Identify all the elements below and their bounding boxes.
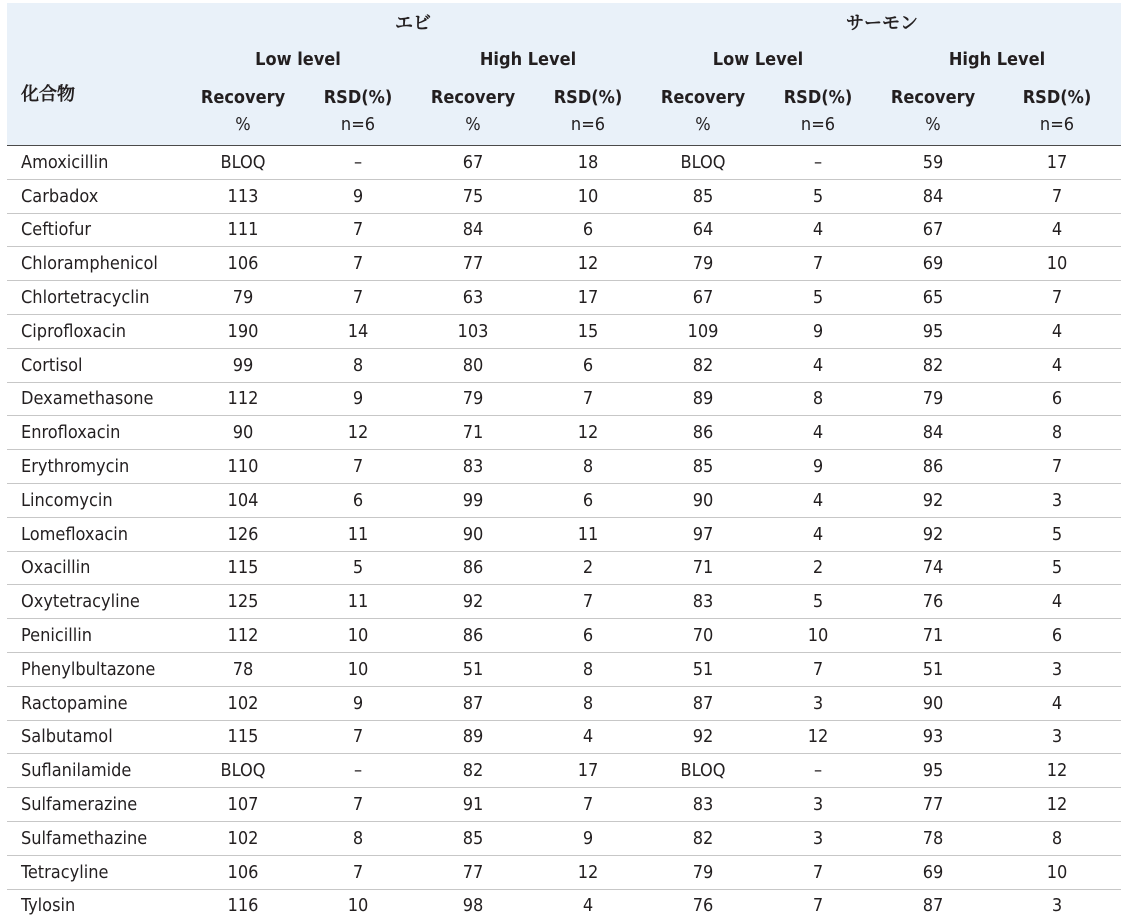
shrimp-low-rsd-cell: 12: [303, 416, 413, 450]
compound-name-cell: Oxytetracyline: [7, 585, 183, 619]
salmon-low-recovery-cell: 90: [643, 483, 763, 517]
shrimp-high-recovery-cell: 99: [413, 483, 533, 517]
shrimp-high-rsd-cell: 15: [533, 314, 643, 348]
salmon-high-recovery-cell: 90: [873, 686, 993, 720]
salmon-low-rsd-cell: 7: [763, 855, 873, 889]
salmon-low-rsd-cell: 5: [763, 179, 873, 213]
salmon-low-rsd-cell: 3: [763, 788, 873, 822]
table-row: [7, 585, 1121, 619]
compound-name-cell: Phenylbultazone: [7, 652, 183, 686]
salmon-low-rsd-cell: 7: [812, 895, 824, 917]
shrimp-low-recovery-cell: 107: [183, 788, 303, 822]
rsd-header: [993, 77, 1121, 146]
shrimp-low-recovery-cell: 112: [183, 619, 303, 653]
header-row-groups: [7, 3, 1121, 41]
shrimp-high-recovery-cell: 84: [413, 213, 533, 247]
shrimp-high-recovery-cell: 75: [413, 179, 533, 213]
rsd-label: RSD(%): [1022, 87, 1092, 108]
shrimp-high-recovery-cell: 85: [413, 821, 533, 855]
salmon-low-recovery-cell: BLOQ: [643, 754, 763, 788]
shrimp-high-rsd-cell: 4: [533, 720, 643, 754]
shrimp-high-rsd-cell: 18: [533, 146, 643, 180]
rsd-label: RSD(%): [553, 87, 623, 108]
salmon-high-rsd-cell: 8: [993, 821, 1121, 855]
shrimp-low-recovery-cell: 106: [183, 855, 303, 889]
level-header-shrimp-high: High Level: [479, 48, 577, 70]
salmon-high-rsd-cell: 4: [993, 348, 1121, 382]
shrimp-high-rsd-cell: 8: [533, 686, 643, 720]
recovery-label: Recovery: [200, 87, 286, 108]
shrimp-low-recovery-cell: 110: [183, 450, 303, 484]
salmon-high-recovery-cell: 67: [873, 213, 993, 247]
table-row: [7, 146, 1121, 180]
salmon-low-rsd-cell: 8: [763, 382, 873, 416]
compound-name-cell: Sulfamerazine: [7, 788, 183, 822]
recovery-header: [873, 77, 993, 146]
shrimp-low-recovery-cell: 116: [227, 895, 259, 917]
salmon-low-recovery-cell: 109: [643, 314, 763, 348]
shrimp-high-recovery-cell: 77: [413, 855, 533, 889]
salmon-high-rsd-cell: 4: [993, 585, 1121, 619]
shrimp-low-rsd-cell: 7: [303, 855, 413, 889]
salmon-low-recovery-cell: 79: [643, 247, 763, 281]
compound-name-cell: Lincomycin: [7, 483, 183, 517]
salmon-low-recovery-cell: 83: [643, 788, 763, 822]
salmon-high-rsd-cell: 4: [993, 213, 1121, 247]
salmon-high-rsd-cell: 12: [993, 788, 1121, 822]
shrimp-high-rsd-cell: 17: [533, 754, 643, 788]
salmon-low-rsd-cell: –: [763, 146, 873, 180]
shrimp-high-rsd-cell: 17: [533, 281, 643, 315]
salmon-high-recovery-cell: 92: [873, 517, 993, 551]
table-row: [7, 382, 1121, 416]
salmon-low-recovery-cell: 92: [643, 720, 763, 754]
rsd-label: RSD(%): [323, 87, 393, 108]
shrimp-high-rsd-cell: 12: [533, 416, 643, 450]
salmon-high-recovery-cell: 69: [873, 855, 993, 889]
salmon-low-rsd-cell: 9: [763, 450, 873, 484]
shrimp-low-rsd-cell: –: [303, 754, 413, 788]
salmon-low-recovery-cell: 85: [643, 179, 763, 213]
table-row: [7, 652, 1121, 686]
salmon-high-recovery-cell: 84: [873, 416, 993, 450]
shrimp-low-rsd-cell: 14: [303, 314, 413, 348]
recovery-rsd-table: [7, 3, 1121, 922]
shrimp-high-rsd-cell: 9: [533, 821, 643, 855]
shrimp-low-recovery-cell: 104: [183, 483, 303, 517]
salmon-low-rsd-cell: 7: [763, 247, 873, 281]
compound-column-header: 化合物: [21, 84, 75, 105]
salmon-high-rsd-cell: 4: [993, 686, 1121, 720]
shrimp-low-rsd-cell: 7: [303, 720, 413, 754]
salmon-high-recovery-cell: 87: [922, 895, 944, 917]
shrimp-low-recovery-cell: 90: [183, 416, 303, 450]
salmon-low-rsd-cell: 5: [763, 281, 873, 315]
shrimp-low-rsd-cell: 11: [303, 585, 413, 619]
salmon-high-rsd-cell: 6: [993, 382, 1121, 416]
shrimp-high-rsd-cell: 10: [533, 179, 643, 213]
shrimp-low-rsd-cell: 11: [303, 517, 413, 551]
compound-name-cell: Sulfamethazine: [7, 821, 183, 855]
compound-name-cell: Carbadox: [7, 179, 183, 213]
shrimp-high-recovery-cell: 82: [413, 754, 533, 788]
salmon-high-rsd-cell: 3: [993, 652, 1121, 686]
salmon-low-rsd-cell: 4: [763, 348, 873, 382]
salmon-low-recovery-cell: 64: [643, 213, 763, 247]
level-header-salmon-low: Low Level: [712, 48, 804, 70]
header-row-levels: [7, 41, 1121, 77]
shrimp-high-recovery-cell: 86: [413, 619, 533, 653]
salmon-low-rsd-cell: 3: [763, 821, 873, 855]
compound-name-cell: Enrofloxacin: [7, 416, 183, 450]
shrimp-low-recovery-cell: 190: [183, 314, 303, 348]
rsd-header: [533, 77, 643, 146]
shrimp-high-recovery-cell: 98: [462, 895, 484, 917]
table-row: [7, 416, 1121, 450]
compound-name-cell: Chloramphenicol: [7, 247, 183, 281]
shrimp-high-recovery-cell: 51: [413, 652, 533, 686]
salmon-low-recovery-cell: 89: [643, 382, 763, 416]
shrimp-high-recovery-cell: 87: [413, 686, 533, 720]
salmon-high-recovery-cell: 79: [873, 382, 993, 416]
salmon-high-recovery-cell: 95: [873, 314, 993, 348]
shrimp-high-rsd-cell: 4: [582, 895, 594, 917]
shrimp-high-rsd-cell: 8: [533, 450, 643, 484]
shrimp-low-recovery-cell: 126: [183, 517, 303, 551]
shrimp-low-rsd-cell: 9: [303, 382, 413, 416]
shrimp-high-recovery-cell: 89: [413, 720, 533, 754]
rsd-label: RSD(%): [783, 87, 853, 108]
shrimp-high-recovery-cell: 90: [413, 517, 533, 551]
compound-name-cell: Ciprofloxacin: [7, 314, 183, 348]
group-header-salmon: サーモン: [846, 13, 918, 34]
rsd-unit: n=6: [570, 114, 606, 135]
compound-name-cell: Ractopamine: [7, 686, 183, 720]
compound-name-cell: Salbutamol: [7, 720, 183, 754]
shrimp-low-recovery-cell: 115: [183, 720, 303, 754]
salmon-low-recovery-cell: 70: [643, 619, 763, 653]
salmon-low-rsd-cell: –: [763, 754, 873, 788]
salmon-low-recovery-cell: 51: [643, 652, 763, 686]
shrimp-low-recovery-cell: 113: [183, 179, 303, 213]
compound-name-cell: Erythromycin: [7, 450, 183, 484]
salmon-high-recovery-cell: 95: [873, 754, 993, 788]
table-row: [7, 855, 1121, 889]
shrimp-low-rsd-cell: 10: [303, 619, 413, 653]
compound-name-cell: Oxacillin: [7, 551, 183, 585]
salmon-low-rsd-cell: 10: [763, 619, 873, 653]
shrimp-high-recovery-cell: 67: [413, 146, 533, 180]
table-row: [7, 889, 1121, 922]
shrimp-low-rsd-cell: 7: [303, 281, 413, 315]
salmon-low-recovery-cell: 67: [643, 281, 763, 315]
table-row: [7, 720, 1121, 754]
shrimp-low-rsd-cell: 6: [303, 483, 413, 517]
table-row: [7, 551, 1121, 585]
salmon-high-recovery-cell: 92: [873, 483, 993, 517]
shrimp-high-rsd-cell: 6: [533, 483, 643, 517]
salmon-low-rsd-cell: 4: [763, 213, 873, 247]
compound-name-cell: Cortisol: [7, 348, 183, 382]
rsd-unit: n=6: [1039, 114, 1075, 135]
table-row: [7, 450, 1121, 484]
shrimp-low-rsd-cell: 7: [303, 450, 413, 484]
salmon-low-rsd-cell: 4: [763, 416, 873, 450]
shrimp-low-recovery-cell: 115: [183, 551, 303, 585]
table-row: [7, 686, 1121, 720]
salmon-high-rsd-cell: 3: [993, 483, 1121, 517]
salmon-high-rsd-cell: 7: [993, 450, 1121, 484]
table-row: [7, 754, 1121, 788]
table-row: [7, 517, 1121, 551]
table-row: [7, 179, 1121, 213]
salmon-high-rsd-cell: 3: [1051, 895, 1063, 917]
salmon-low-rsd-cell: 4: [763, 517, 873, 551]
salmon-low-rsd-cell: 5: [763, 585, 873, 619]
shrimp-high-recovery-cell: 77: [413, 247, 533, 281]
shrimp-low-rsd-cell: –: [303, 146, 413, 180]
salmon-high-rsd-cell: 6: [993, 619, 1121, 653]
salmon-low-recovery-cell: 83: [643, 585, 763, 619]
salmon-low-recovery-cell: 87: [643, 686, 763, 720]
shrimp-high-rsd-cell: 6: [533, 619, 643, 653]
shrimp-high-recovery-cell: 91: [413, 788, 533, 822]
shrimp-high-rsd-cell: 7: [533, 382, 643, 416]
salmon-high-recovery-cell: 77: [873, 788, 993, 822]
shrimp-high-rsd-cell: 7: [533, 788, 643, 822]
compound-name-cell: Suflanilamide: [7, 754, 183, 788]
compound-name-cell: Dexamethasone: [7, 382, 183, 416]
recovery-unit: %: [465, 114, 481, 135]
rsd-header: [763, 77, 873, 146]
salmon-high-recovery-cell: 93: [873, 720, 993, 754]
shrimp-high-recovery-cell: 83: [413, 450, 533, 484]
header-blank-cell: [7, 3, 183, 41]
table-row: [7, 213, 1121, 247]
salmon-high-rsd-cell: 7: [993, 281, 1121, 315]
salmon-low-rsd-cell: 7: [763, 652, 873, 686]
recovery-unit: %: [235, 114, 251, 135]
table-row: [7, 619, 1121, 653]
shrimp-low-recovery-cell: 78: [183, 652, 303, 686]
salmon-high-recovery-cell: 86: [873, 450, 993, 484]
shrimp-high-recovery-cell: 92: [413, 585, 533, 619]
salmon-high-rsd-cell: 17: [993, 146, 1121, 180]
recovery-unit: %: [925, 114, 941, 135]
shrimp-high-rsd-cell: 6: [533, 213, 643, 247]
shrimp-high-recovery-cell: 63: [413, 281, 533, 315]
recovery-label: Recovery: [890, 87, 976, 108]
recovery-label: Recovery: [660, 87, 746, 108]
recovery-header: [413, 77, 533, 146]
salmon-high-rsd-cell: 4: [993, 314, 1121, 348]
salmon-low-rsd-cell: 9: [763, 314, 873, 348]
rsd-header: [303, 77, 413, 146]
table-row: [7, 314, 1121, 348]
shrimp-low-recovery-cell: BLOQ: [183, 146, 303, 180]
shrimp-high-recovery-cell: 71: [413, 416, 533, 450]
table-row: [7, 483, 1121, 517]
salmon-high-recovery-cell: 71: [873, 619, 993, 653]
salmon-high-recovery-cell: 76: [873, 585, 993, 619]
salmon-low-recovery-cell: 76: [692, 895, 714, 917]
compound-name-cell: Chlortetracyclin: [7, 281, 183, 315]
salmon-high-recovery-cell: 78: [873, 821, 993, 855]
shrimp-low-recovery-cell: 111: [183, 213, 303, 247]
shrimp-high-rsd-cell: 2: [533, 551, 643, 585]
group-header-shrimp: エビ: [395, 13, 431, 34]
shrimp-high-recovery-cell: 79: [413, 382, 533, 416]
salmon-high-recovery-cell: 84: [873, 179, 993, 213]
salmon-low-rsd-cell: 2: [763, 551, 873, 585]
salmon-high-recovery-cell: 65: [873, 281, 993, 315]
shrimp-low-recovery-cell: BLOQ: [183, 754, 303, 788]
shrimp-high-recovery-cell: 86: [413, 551, 533, 585]
recovery-label: Recovery: [430, 87, 516, 108]
shrimp-low-rsd-cell: 9: [303, 179, 413, 213]
salmon-high-rsd-cell: 12: [993, 754, 1121, 788]
salmon-low-rsd-cell: 12: [763, 720, 873, 754]
compound-name-cell: Tylosin: [21, 895, 76, 917]
salmon-high-recovery-cell: 59: [873, 146, 993, 180]
salmon-high-rsd-cell: 10: [993, 247, 1121, 281]
salmon-low-rsd-cell: 4: [763, 483, 873, 517]
rsd-unit: n=6: [800, 114, 836, 135]
shrimp-low-rsd-cell: 9: [303, 686, 413, 720]
shrimp-high-rsd-cell: 8: [533, 652, 643, 686]
salmon-high-rsd-cell: 5: [993, 551, 1121, 585]
compound-name-cell: Ceftiofur: [7, 213, 183, 247]
shrimp-high-rsd-cell: 11: [533, 517, 643, 551]
salmon-high-recovery-cell: 82: [873, 348, 993, 382]
salmon-high-rsd-cell: 5: [993, 517, 1121, 551]
compound-name-cell: Tetracyline: [7, 855, 183, 889]
shrimp-high-rsd-cell: 12: [533, 855, 643, 889]
table-row: [7, 247, 1121, 281]
shrimp-low-rsd-cell: 10: [347, 895, 369, 917]
shrimp-high-recovery-cell: 103: [413, 314, 533, 348]
shrimp-low-recovery-cell: 102: [183, 686, 303, 720]
shrimp-low-rsd-cell: 7: [303, 788, 413, 822]
salmon-high-recovery-cell: 51: [873, 652, 993, 686]
level-header-shrimp-low: Low level: [255, 48, 341, 70]
table-row: [7, 281, 1121, 315]
shrimp-low-rsd-cell: 10: [303, 652, 413, 686]
shrimp-high-recovery-cell: 80: [413, 348, 533, 382]
shrimp-low-recovery-cell: 125: [183, 585, 303, 619]
salmon-low-rsd-cell: 3: [763, 686, 873, 720]
shrimp-low-rsd-cell: 7: [303, 247, 413, 281]
shrimp-low-rsd-cell: 5: [303, 551, 413, 585]
shrimp-low-recovery-cell: 102: [183, 821, 303, 855]
table-row: [7, 348, 1121, 382]
shrimp-high-rsd-cell: 7: [533, 585, 643, 619]
salmon-low-recovery-cell: BLOQ: [643, 146, 763, 180]
recovery-header: [183, 77, 303, 146]
salmon-high-rsd-cell: 3: [993, 720, 1121, 754]
compound-name-cell: Penicillin: [7, 619, 183, 653]
salmon-low-recovery-cell: 97: [643, 517, 763, 551]
rsd-unit: n=6: [340, 114, 376, 135]
shrimp-low-rsd-cell: 8: [303, 348, 413, 382]
compound-name-cell: Amoxicillin: [7, 146, 183, 180]
shrimp-low-recovery-cell: 106: [183, 247, 303, 281]
salmon-low-recovery-cell: 71: [643, 551, 763, 585]
level-header-salmon-high: High Level: [948, 48, 1046, 70]
recovery-header: [643, 77, 763, 146]
shrimp-high-rsd-cell: 6: [533, 348, 643, 382]
shrimp-low-recovery-cell: 79: [183, 281, 303, 315]
salmon-low-recovery-cell: 82: [643, 821, 763, 855]
salmon-high-recovery-cell: 69: [873, 247, 993, 281]
table-body: [7, 146, 1121, 922]
table-row: [7, 788, 1121, 822]
shrimp-low-recovery-cell: 99: [183, 348, 303, 382]
shrimp-low-rsd-cell: 7: [303, 213, 413, 247]
results-table-container: [7, 3, 1121, 922]
shrimp-high-rsd-cell: 12: [533, 247, 643, 281]
table-header: [7, 3, 1121, 146]
salmon-low-recovery-cell: 79: [643, 855, 763, 889]
compound-name-cell: Lomefloxacin: [7, 517, 183, 551]
salmon-low-recovery-cell: 86: [643, 416, 763, 450]
shrimp-low-recovery-cell: 112: [183, 382, 303, 416]
recovery-unit: %: [695, 114, 711, 135]
salmon-high-rsd-cell: 10: [993, 855, 1121, 889]
salmon-high-rsd-cell: 7: [993, 179, 1121, 213]
shrimp-low-rsd-cell: 8: [303, 821, 413, 855]
salmon-high-recovery-cell: 74: [873, 551, 993, 585]
table-row: [7, 821, 1121, 855]
salmon-high-rsd-cell: 8: [993, 416, 1121, 450]
salmon-low-recovery-cell: 82: [643, 348, 763, 382]
salmon-low-recovery-cell: 85: [643, 450, 763, 484]
